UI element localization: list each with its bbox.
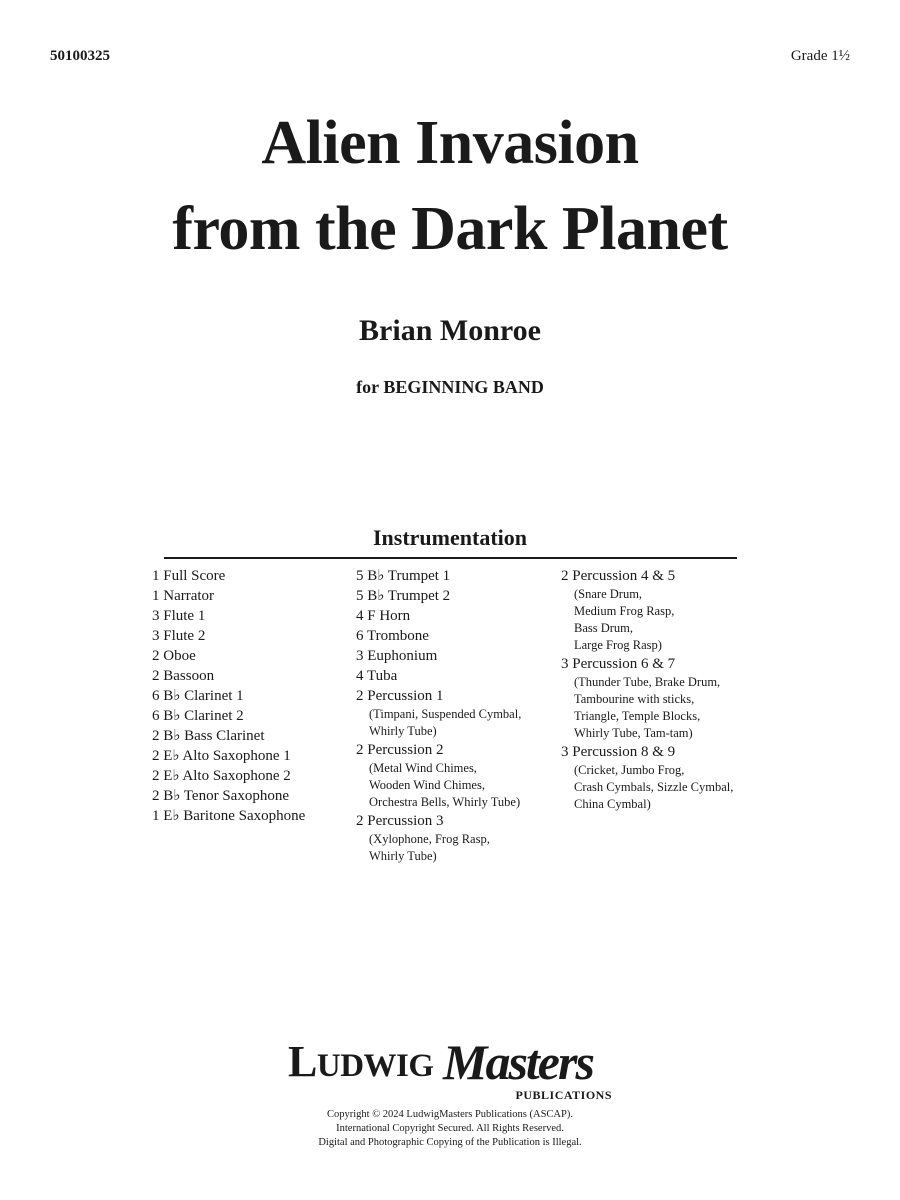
- instrument-detail: Medium Frog Rasp,: [574, 604, 675, 618]
- instrument-detail: Whirly Tube, Tam-tam): [574, 726, 693, 740]
- instrument-part: 2 B♭ Tenor Saxophone: [152, 788, 289, 804]
- instrument-part: 6 B♭ Clarinet 1: [152, 688, 244, 704]
- instrument-detail: Triangle, Temple Blocks,: [574, 709, 701, 723]
- logo-small-caps: UDWIG: [316, 1048, 434, 1084]
- logo-word-ludwig: [288, 1037, 434, 1086]
- ensemble-subtitle: for BEGINNING BAND: [356, 377, 544, 397]
- instrument-part: 2 Oboe: [152, 648, 196, 664]
- instrument-part: 2 E♭ Alto Saxophone 2: [152, 768, 291, 784]
- composer-name: Brian Monroe: [359, 314, 541, 347]
- instrument-detail: Tambourine with sticks,: [574, 692, 695, 706]
- logo-tagline: PUBLICATIONS: [515, 1088, 612, 1102]
- instrument-detail: Whirly Tube): [369, 724, 437, 738]
- catalog-number: 50100325: [50, 48, 110, 64]
- instrument-part: 2 Percussion 3: [356, 813, 444, 829]
- grade-label: Grade 1½: [790, 48, 850, 64]
- instrument-part: 3 Percussion 8 & 9: [561, 744, 676, 760]
- instrument-detail: (Thunder Tube, Brake Drum,: [574, 675, 721, 689]
- logo-word-masters: Masters: [443, 1034, 593, 1090]
- instrument-part: 1 Narrator: [152, 588, 215, 604]
- instrument-part: 2 Bassoon: [152, 668, 215, 684]
- instrument-detail: Whirly Tube): [369, 849, 437, 863]
- instrument-detail: (Xylophone, Frog Rasp,: [369, 832, 490, 846]
- instrument-part: 5 B♭ Trumpet 1: [356, 568, 451, 584]
- instrument-detail: Bass Drum,: [574, 621, 634, 635]
- copyright-line: Digital and Photographic Copying of the Publication is Illegal.: [318, 1137, 582, 1148]
- instrumentation-column-3: [561, 566, 761, 813]
- instrument-part: 3 Euphonium: [356, 648, 438, 664]
- instrumentation-rule: [164, 557, 737, 559]
- title-line-2: from the Dark Planet: [172, 195, 728, 263]
- instrument-part: 2 Percussion 1: [356, 688, 444, 704]
- copyright-line: International Copyright Secured. All Rights Reserved.: [336, 1123, 564, 1134]
- copyright-notice: [0, 1108, 900, 1150]
- instrument-part: 3 Flute 2: [152, 628, 206, 644]
- copyright-line: Copyright © 2024 LudwigMasters Publications (ASCAP).: [327, 1109, 573, 1120]
- instrument-detail: (Cricket, Jumbo Frog,: [574, 763, 685, 777]
- instrument-part: 2 B♭ Bass Clarinet: [152, 728, 265, 744]
- instrument-part: 2 E♭ Alto Saxophone 1: [152, 748, 291, 764]
- instrument-part: 1 Full Score: [152, 568, 226, 584]
- instrument-part: 2 Percussion 2: [356, 742, 444, 758]
- publisher-logo: [288, 1034, 618, 1102]
- instrumentation-column-2: [356, 566, 556, 865]
- instrument-part: 3 Percussion 6 & 7: [561, 656, 676, 672]
- instrument-part: 6 Trombone: [356, 628, 429, 644]
- instrument-detail: Large Frog Rasp): [574, 638, 662, 652]
- instrument-part: 1 E♭ Baritone Saxophone: [152, 808, 306, 824]
- logo-initial: L: [288, 1037, 317, 1086]
- instrument-part: 5 B♭ Trumpet 2: [356, 588, 451, 604]
- instrument-detail: Crash Cymbals, Sizzle Cymbal,: [574, 780, 734, 794]
- instrument-part: 2 Percussion 4 & 5: [561, 568, 676, 584]
- instrument-part: 4 Tuba: [356, 668, 398, 684]
- instrument-detail: Orchestra Bells, Whirly Tube): [369, 795, 521, 809]
- instrument-detail: China Cymbal): [574, 797, 651, 811]
- instrumentation-heading: Instrumentation: [372, 525, 527, 550]
- instrument-part: 4 F Horn: [356, 608, 411, 624]
- title-line-1: Alien Invasion: [261, 109, 639, 177]
- instrument-part: 3 Flute 1: [152, 608, 206, 624]
- instrument-part: 6 B♭ Clarinet 2: [152, 708, 244, 724]
- instrument-detail: (Timpani, Suspended Cymbal,: [369, 707, 522, 721]
- instrumentation-column-1: [152, 566, 347, 826]
- instrument-detail: (Snare Drum,: [574, 587, 643, 601]
- instrument-detail: (Metal Wind Chimes,: [369, 761, 477, 775]
- instrument-detail: Wooden Wind Chimes,: [369, 778, 485, 792]
